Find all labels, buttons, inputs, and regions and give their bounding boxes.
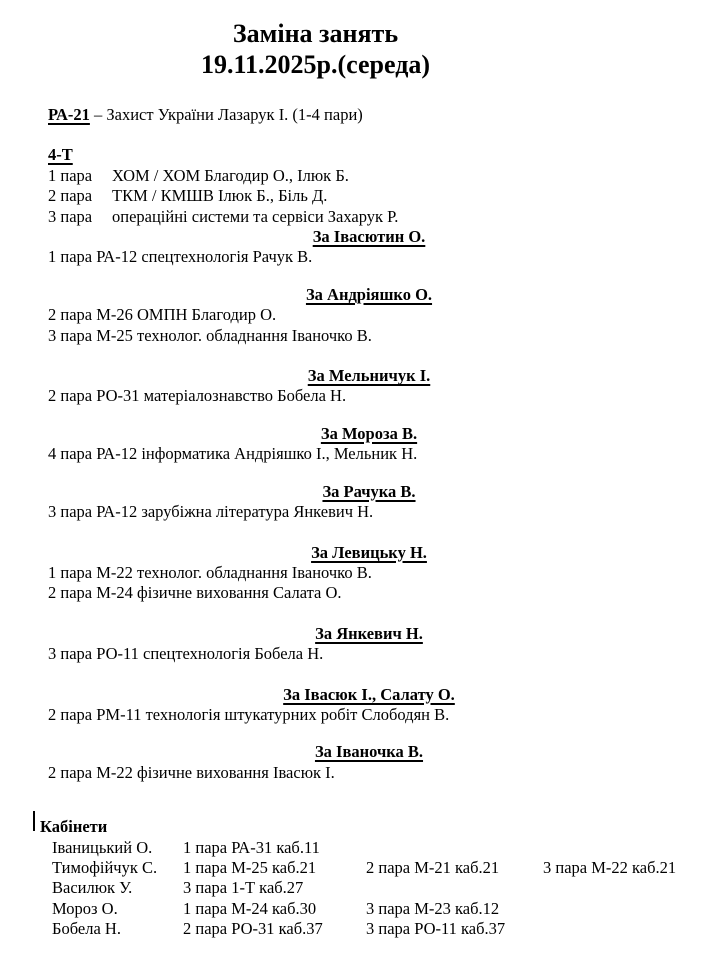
substitution-teacher-label: За Івасюк І., Салату О.	[283, 684, 455, 704]
cabinet-entry: 2 пара РО-31 каб.37	[183, 919, 323, 939]
cabinet-entry: 1 пара М-25 каб.21	[183, 857, 317, 877]
period-label: 3 пара	[48, 206, 93, 226]
group-schedule-rows	[48, 166, 711, 227]
cabinet-entry: 3 пара М-22 каб.21	[543, 857, 677, 877]
substitution-block	[48, 543, 711, 604]
substitution-teacher-label: За Іваночка В.	[314, 742, 424, 762]
cabinet-entry: 1 пара РА-31 каб.11	[183, 837, 320, 857]
substitution-line: 2 пара РМ-11 технологія штукатурних робіт Слободян В.	[48, 704, 450, 724]
cabinet-entry: 2 пара М-21 каб.21	[366, 857, 500, 877]
subject-text: ХОМ / ХОМ Благодир О., Ілюк Б.	[112, 165, 349, 185]
intro-text: – Захист України Лазарук І. (1-4 пари)	[89, 104, 363, 124]
cabinet-row	[52, 838, 711, 858]
substitution-block	[48, 482, 711, 523]
substitution-block	[48, 366, 711, 407]
schedule-row	[48, 207, 711, 227]
substitution-teacher-heading	[48, 742, 690, 762]
substitution-teacher-heading	[48, 685, 690, 705]
cabinet-entry: 3 пара РО-11 каб.37	[366, 919, 506, 939]
subject-text: ТКМ / КМШВ Ілюк Б., Біль Д.	[112, 186, 328, 206]
cabinet-entry: 1 пара М-24 каб.30	[183, 898, 317, 918]
substitution-line: 2 пара М-24 фізичне виховання Салата О.	[48, 583, 342, 603]
cabinets-heading: Кабінети	[40, 817, 108, 837]
schedule-row	[48, 186, 711, 206]
cabinet-teacher-name: Василюк У.	[52, 878, 133, 898]
substitution-block	[48, 742, 711, 783]
document-page[interactable]	[0, 18, 711, 979]
intro-line	[48, 105, 711, 125]
cabinets-section	[40, 817, 711, 939]
title-line-1: Заміна занять	[232, 19, 399, 48]
subject-text: операційні системи та сервіси Захарук Р.	[112, 206, 399, 226]
substitution-teacher-label: За Мороза В.	[320, 423, 418, 443]
substitution-teacher-label: За Левицьку Н.	[311, 542, 427, 562]
substitution-teacher-heading	[48, 366, 690, 386]
intro-group-code: РА-21	[48, 104, 90, 124]
substitution-line: 3 пара РО-11 спецтехнологія Бобела Н.	[48, 644, 324, 664]
cabinet-entry: 3 пара М-23 каб.12	[366, 898, 500, 918]
substitution-block	[48, 624, 711, 665]
cabinet-teacher-name: Іваницький О.	[52, 837, 153, 857]
substitution-teacher-heading	[48, 424, 690, 444]
substitution-teacher-label: За Мельничук І.	[307, 366, 431, 386]
substitution-line: 2 пара М-22 фізичне виховання Івасюк І.	[48, 762, 335, 782]
cabinet-entry: 3 пара 1-Т каб.27	[183, 878, 304, 898]
substitution-block	[48, 424, 711, 465]
cabinet-row	[52, 899, 711, 919]
cabinet-teacher-name: Мороз О.	[52, 898, 118, 918]
cabinet-row	[52, 858, 711, 878]
substitution-line: 1 пара РА-12 спецтехнологія Рачук В.	[48, 247, 313, 267]
title-line-2: 19.11.2025р.(середа)	[200, 50, 431, 79]
substitution-block	[48, 685, 711, 726]
substitution-teacher-label: За Рачука В.	[322, 481, 416, 501]
substitution-line: 2 пара М-26 ОМПН Благодир О.	[48, 305, 277, 325]
document-body	[0, 105, 711, 940]
group-section	[48, 145, 711, 227]
substitution-teacher-heading	[48, 482, 690, 502]
substitution-line: 1 пара М-22 технолог. обладнання Іваночко В.	[48, 562, 372, 582]
substitution-line: 2 пара РО-31 матеріалознавство Бобела Н.	[48, 386, 347, 406]
substitution-block	[48, 285, 711, 346]
substitution-blocks	[48, 227, 711, 783]
group-name: 4-Т	[48, 145, 73, 165]
substitution-teacher-heading	[48, 543, 690, 563]
substitution-line: 4 пара РА-12 інформатика Андріяшко І., Мельник Н.	[48, 444, 418, 464]
substitution-block	[48, 227, 711, 268]
substitution-teacher-label: За Андріяшко О.	[305, 284, 433, 304]
period-label: 1 пара	[48, 165, 93, 185]
schedule-row	[48, 166, 711, 186]
cabinet-teacher-name: Тимофійчук С.	[52, 857, 158, 877]
cabinets-rows	[48, 838, 711, 940]
document-title	[48, 18, 583, 80]
substitution-teacher-label: За Івасютин О.	[312, 227, 426, 247]
period-label: 2 пара	[48, 186, 93, 206]
substitution-teacher-heading	[48, 285, 690, 305]
cabinet-teacher-name: Бобела Н.	[52, 919, 121, 939]
substitution-line: 3 пара М-25 технолог. обладнання Іваночко В.	[48, 325, 372, 345]
text-cursor	[33, 811, 35, 831]
cabinet-row	[52, 919, 711, 939]
substitution-teacher-heading	[48, 624, 690, 644]
substitution-line: 3 пара РА-12 зарубіжна література Янкевич Н.	[48, 502, 374, 522]
substitution-teacher-heading	[48, 227, 690, 247]
substitution-teacher-label: За Янкевич Н.	[315, 623, 423, 643]
cabinet-row	[52, 878, 711, 898]
